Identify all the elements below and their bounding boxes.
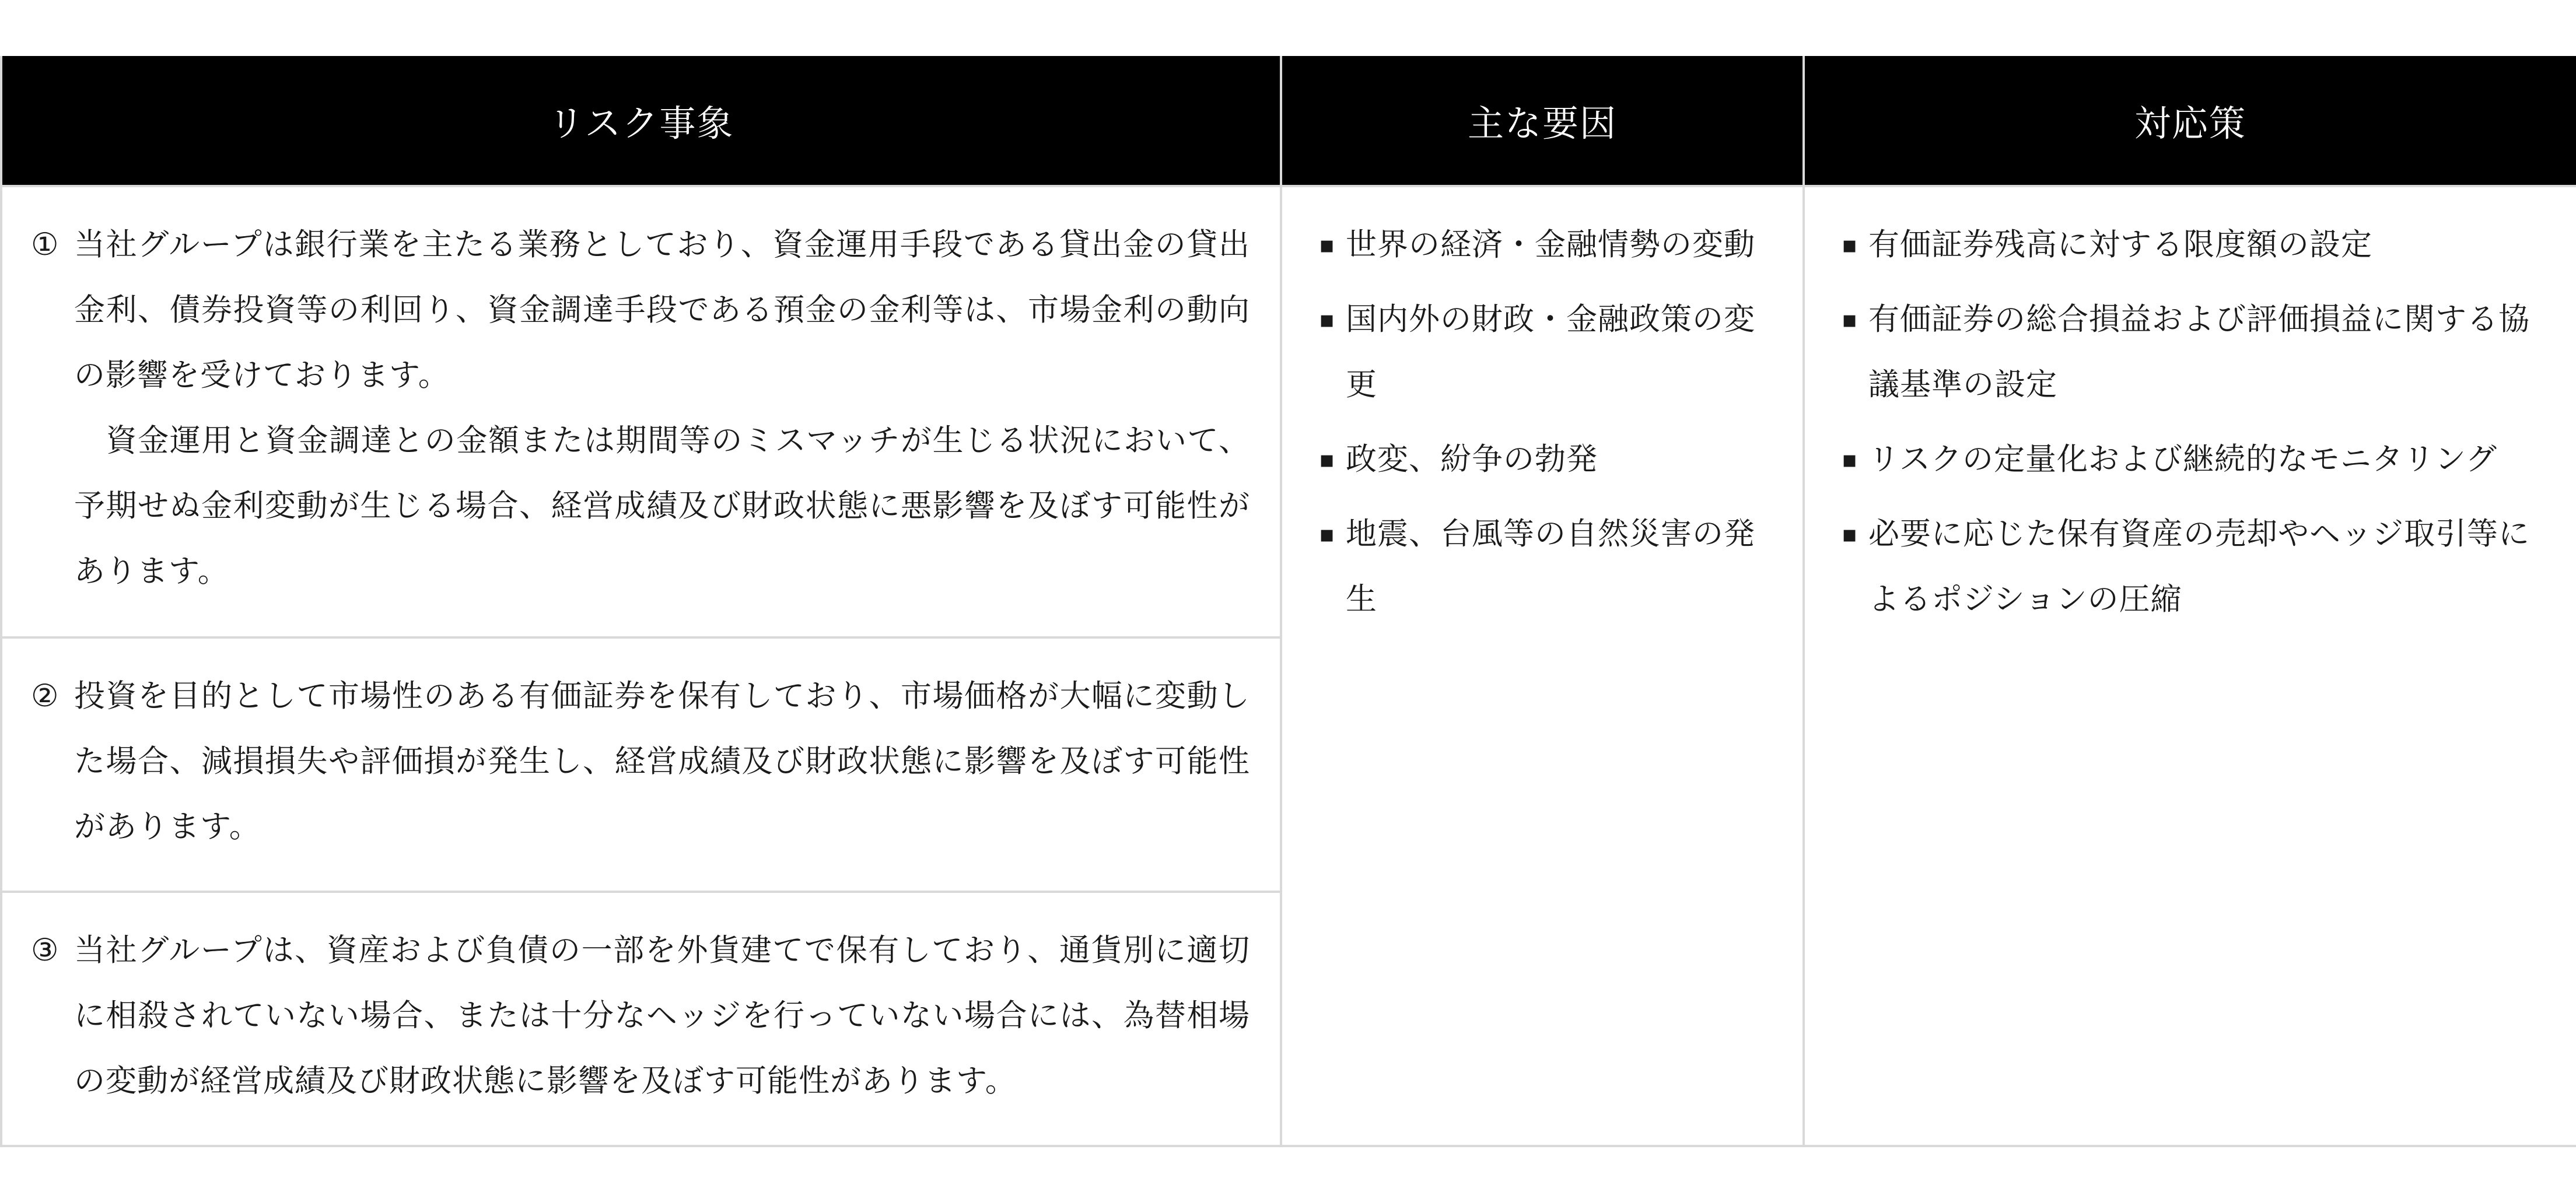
bullet-icon: ▪	[1319, 446, 1336, 473]
list-item: ▪ 地震、台風等の自然災害の発生	[1314, 502, 1773, 632]
header-measures: 対応策	[1804, 56, 2576, 186]
bullet-icon: ▪	[1319, 232, 1336, 258]
bullet-icon: ▪	[1319, 306, 1336, 333]
factors-cell	[1281, 186, 1804, 1146]
factor-list	[1314, 212, 1773, 632]
header-risk: リスク事象	[1, 56, 1281, 186]
bullet-icon: ▪	[1842, 306, 1859, 333]
list-item: ▪ 有価証券残高に対する限度額の設定	[1837, 212, 2552, 278]
risk-text: 投資を目的として市場性のある有価証券を保有しており、市場価格が大幅に変動した場合、減損損失や評価損が発生し、経営成績及び財政状態に影響を及ぼす可能性があります。	[74, 678, 1250, 844]
risk-cell-2	[1, 637, 1281, 892]
risk-number: ③	[31, 933, 60, 968]
measures-cell	[1804, 186, 2576, 1146]
header-factors: 主な要因	[1281, 56, 1804, 186]
risk-text: 当社グループは、資産および負債の一部を外貨建てで保有しており、通貨別に適切に相殺されていない場合、または十分なヘッジを行っていない場合には、為替相場の変動が経営成績及び財政状態に影響を及ぼす可能性があります。	[74, 933, 1250, 1099]
bullet-icon: ▪	[1319, 521, 1336, 548]
list-item: ▪ 有価証券の総合損益および評価損益に関する協議基準の設定	[1837, 287, 2552, 418]
risk-text: 当社グループは銀行業を主たる業務としており、資金運用手段である貸出金の貸出金利、債券投資等の利回り、資金調達手段である預金の金利等は、市場金利の動向の影響を受けております。	[74, 227, 1250, 393]
risk-cell-3	[1, 892, 1281, 1146]
list-item: ▪ 国内外の財政・金融政策の変更	[1314, 287, 1773, 418]
risk-number: ①	[31, 227, 60, 262]
bullet-icon: ▪	[1842, 521, 1859, 548]
list-item: ▪ リスクの定量化および継続的なモニタリング	[1837, 427, 2552, 492]
risk-table	[0, 56, 2576, 1147]
bullet-icon: ▪	[1842, 446, 1859, 473]
header-row	[1, 56, 2576, 186]
table-row	[1, 186, 2576, 637]
risk-cell-1	[1, 186, 1281, 637]
list-item: ▪ 必要に応じた保有資産の売却やヘッジ取引等によるポジションの圧縮	[1837, 502, 2552, 632]
risk-text: 資金運用と資金調達との金額または期間等のミスマッチが生じる状況において、予期せぬ金利変動が生じる場合、経営成績及び財政状態に悪影響を及ぼす可能性があります。	[74, 423, 1251, 589]
list-item: ▪ 世界の経済・金融情勢の変動	[1314, 212, 1773, 278]
measure-list	[1837, 212, 2552, 632]
risk-number: ②	[31, 678, 60, 714]
list-item: ▪ 政変、紛争の勃発	[1314, 427, 1773, 492]
bullet-icon: ▪	[1842, 232, 1859, 258]
